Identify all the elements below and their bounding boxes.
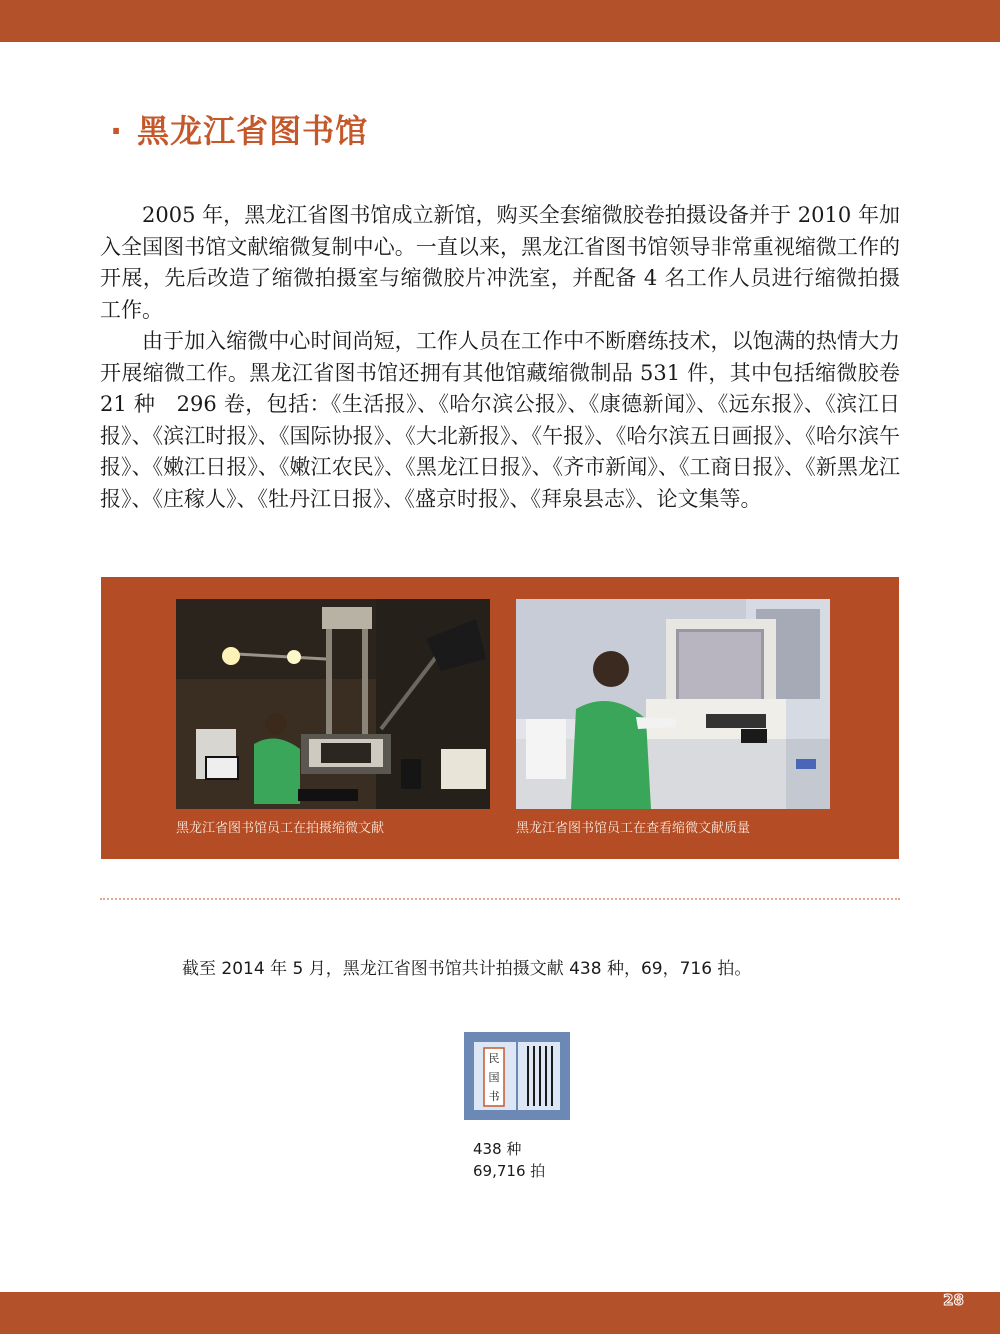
stat-kinds: 438 种 — [473, 1140, 522, 1158]
body-text — [100, 200, 900, 515]
title-text: 黑龙江省图书馆 — [137, 112, 369, 150]
photo-inspecting-microfilm — [516, 599, 830, 809]
header-bar — [0, 0, 1000, 42]
stats — [473, 1138, 545, 1182]
book-char-1: 民 — [488, 1052, 500, 1065]
dotted-divider — [100, 898, 900, 900]
summary-text: 截至 2014 年 5 月，黑龙江省图书馆共计拍摄文献 438 种，69，716 拍。 — [182, 959, 752, 979]
paragraph-2: 由于加入缩微中心时间尚短，工作人员在工作中不断磨练技术，以饱满的热情大力开展缩微工作。黑龙江省图书馆还拥有其他馆藏缩微制品 531 件，其中包括缩微胶卷 21 种 296 卷，包括：《生活报》、《哈尔滨公报》、《康德新闻》、《远东报》、《滨江日报》、《滨江时报》、《国际协报》、《大北新报》、《午报》、《哈尔滨五日画报》、《哈尔滨午报》、《嫩江日报》、《嫩江农民》、《黑龙江日报》、《齐市新闻》、《工商日报》、《新黑龙江报》、《庄稼人》、《牡丹江日报》、《盛京时报》、《拜泉县志》、论文集等。 — [100, 329, 900, 511]
photo-filming-microfilm — [176, 599, 490, 809]
book-icon — [462, 1030, 572, 1122]
title-bullet: · — [110, 112, 124, 150]
page-number: 28 — [943, 1291, 964, 1309]
photo-panel — [101, 577, 899, 859]
caption-left: 黑龙江省图书馆员工在拍摄缩微文献 — [176, 821, 385, 836]
paragraph-1: 2005 年，黑龙江省图书馆成立新馆，购买全套缩微胶卷拍摄设备并于 2010 年加入全国图书馆文献缩微复制中心。一直以来，黑龙江省图书馆领导非常重视缩微工作的开展，先后改造了缩微拍摄室与缩微胶片冲洗室，并配备 4 名工作人员进行缩微拍摄工作。 — [100, 203, 900, 322]
page-title — [110, 106, 368, 152]
caption-right: 黑龙江省图书馆员工在查看缩微文献质量 — [516, 821, 751, 836]
stat-shots: 69,716 拍 — [473, 1162, 546, 1180]
book-char-3: 书 — [488, 1090, 500, 1103]
footer-bar — [0, 1292, 1000, 1334]
book-char-2: 国 — [488, 1071, 500, 1084]
